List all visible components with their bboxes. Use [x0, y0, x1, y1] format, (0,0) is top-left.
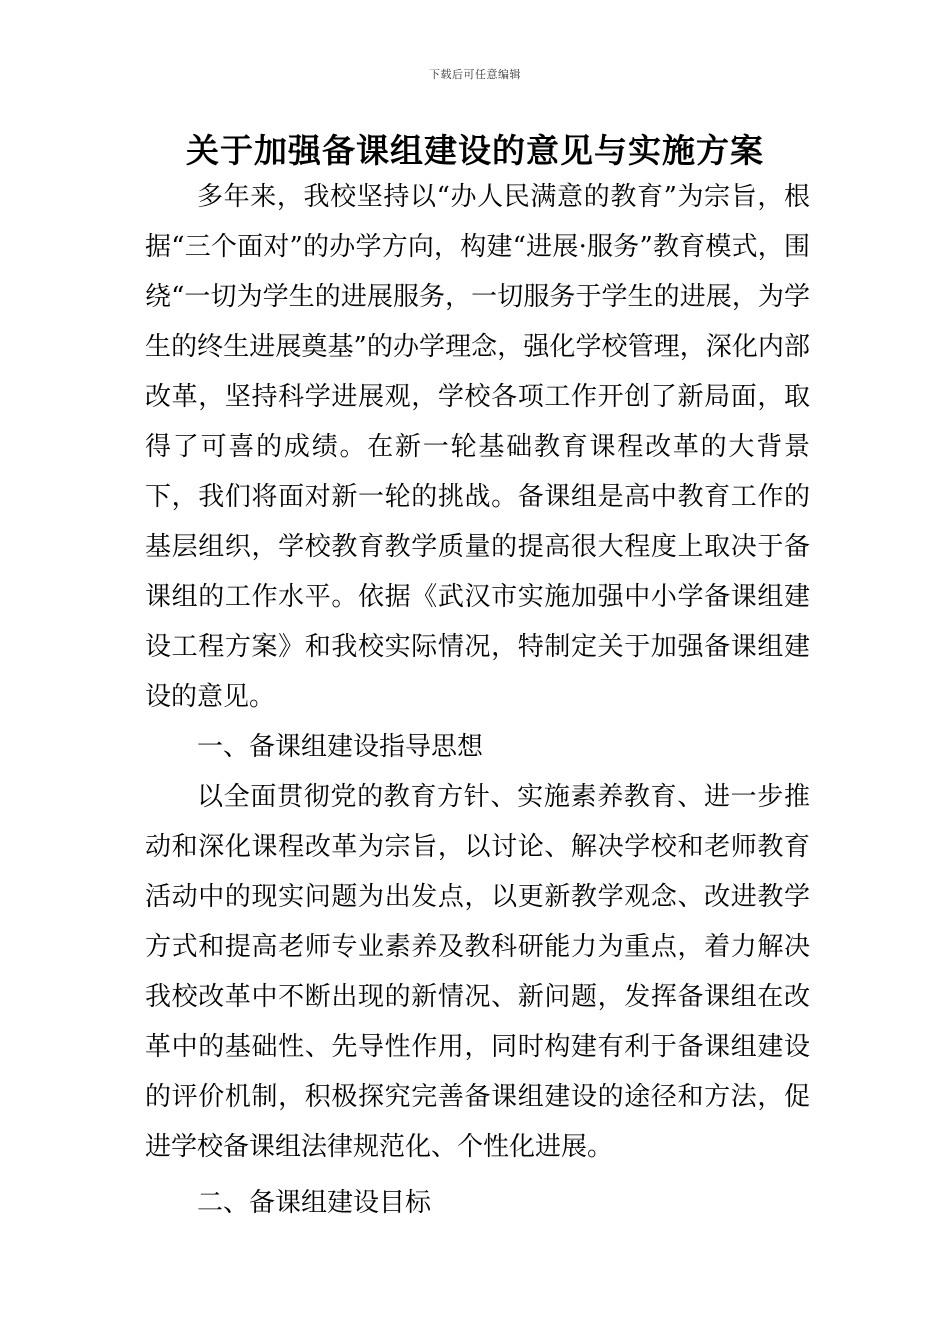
- document-title: 关于加强备课组建设的意见与实施方案: [186, 131, 764, 170]
- header-note: 下载后可任意编辑: [429, 68, 521, 81]
- document-body: [145, 172, 810, 1228]
- section-1-heading: 一、备课组建设指导思想: [197, 732, 484, 762]
- section-2-heading: 二、备课组建设目标: [197, 1188, 432, 1218]
- intro-paragraph: 多年来，我校坚持以“办人民满意的教育”为宗旨，根据“三个面对”的办学方向，构建“进展·服务”教育模式，围绕“一切为学生的进展服务，一切服务于学生的进展，为学生的终生进展奠基”的办学理念，强化学校管理，深化内部改革，坚持科学进展观，学校各项工作开创了新局面，取得了可喜的成绩。在新一轮基础教育课程改革的大背景下，我们将面对新一轮的挑战。备课组是高中教育工作的基层组织，学校教育教学质量的提高很大程度上取决于备课组的工作水平。依据《武汉市实施加强中小学备课组建设工程方案》和我校实际情况，特制定关于加强备课组建设的意见。: [145, 182, 810, 712]
- section-1-paragraph: 以全面贯彻党的教育方针、实施素养教育、进一步推动和深化课程改革为宗旨，以讨论、解决学校和老师教育活动中的现实问题为出发点，以更新教学观念、改进教学方式和提高老师专业素养及教科研能力为重点，着力解决我校改革中不断出现的新情况、新问题，发挥备课组在改革中的基础性、先导性作用，同时构建有利于备课组建设的评价机制，积极探究完善备课组建设的途径和方法，促进学校备课组法律规范化、个性化进展。: [145, 782, 810, 1162]
